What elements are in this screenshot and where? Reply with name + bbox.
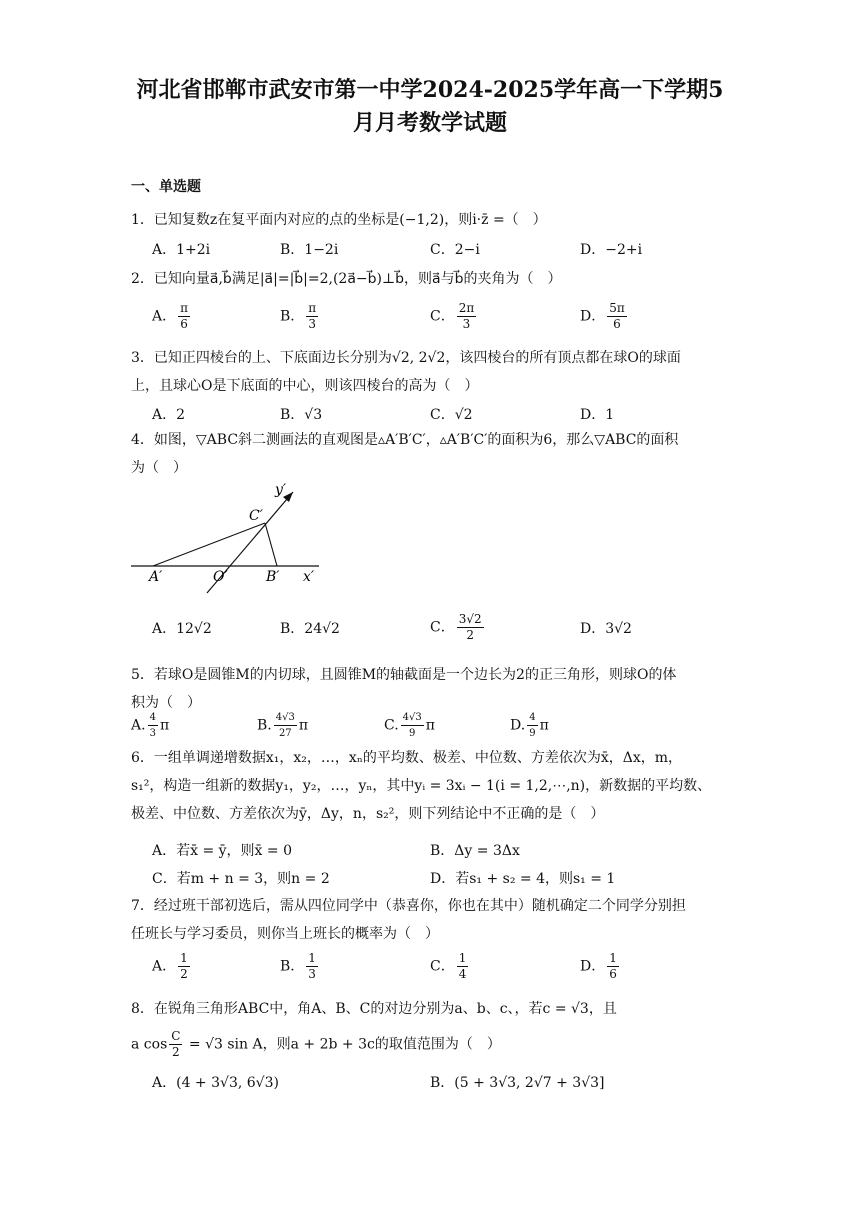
option-d: D．1 — [580, 407, 615, 423]
label-x: x′ — [303, 569, 315, 585]
option-b: B．24√2 — [280, 621, 340, 637]
label-a: A′ — [149, 569, 163, 585]
option-b: B．1−2i — [280, 242, 339, 258]
section-heading: 一、单选题 — [131, 179, 201, 195]
question-3-line-1: 3．已知正四棱台的上、下底面边长分别为√2, 2√2，该四棱台的所有顶点都在球O的球面 — [131, 350, 681, 366]
label-c: C′ — [249, 508, 263, 524]
option-a: A．2 — [152, 407, 186, 423]
title-line-2: 月月考数学试题 — [352, 110, 507, 136]
option-a: A．1+2i — [152, 242, 211, 258]
question-7-line-2: 任班长与学习委员，则你当上班长的概率为（ ） — [131, 926, 439, 942]
option-d: D. $\frac{4}{9}$ π — [510, 712, 549, 739]
oblique-projection-figure — [125, 478, 330, 600]
question-6-line-2: s₁²，构造一组新的数据y₁，y₂，…，yₙ，其中yᵢ = 3xᵢ − 1(i = 1,2,⋯,n)，新数据的平均数、 — [131, 778, 712, 794]
question-4-line-1: 4．如图，▽ABC斜二测画法的直观图是▵A′B′C′，▵A′B′C′的面积为6，那么▽ABC的面积 — [131, 432, 679, 448]
option-c: C. $\frac{4√3}{9}$ π — [384, 712, 435, 739]
side-c-b — [265, 523, 277, 566]
question-7-line-1: 7．经过班干部初选后，需从四位同学中（恭喜你，你也在其中）随机确定二个同学分别担 — [131, 898, 686, 914]
option-a: A． $\frac{1}{2}$ — [152, 951, 188, 981]
option-b: B． $\frac{1}{3}$ — [280, 951, 316, 981]
option-b: B．√3 — [280, 407, 323, 423]
option-a: A．若x̄ = ȳ，则x̄ = 0 — [152, 843, 292, 859]
question-7 — [131, 892, 741, 948]
option-d: D．若s₁ + s₂ = 4，则s₁ = 1 — [430, 871, 616, 887]
option-b: B．(5 + 3√3, 2√7 + 3√3] — [430, 1075, 605, 1091]
option-a: A． $\frac{\pi}{6}$ — [152, 301, 189, 331]
question-8-line-2: a cos $\frac{C}{2}$ = √3 sin A，则a + 2b + 3c的取值范围为（ ） — [131, 1029, 501, 1059]
question-6-line-1: 6．一组单调递增数据x₁，x₂，…，xₙ的平均数、极差、中位数、方差依次为x̄，Δx，m， — [131, 750, 683, 766]
option-b: B． $\frac{\pi}{3}$ — [280, 301, 317, 331]
question-3 — [131, 344, 741, 400]
label-b: B′ — [266, 569, 280, 585]
option-c: C．若m + n = 3，则n = 2 — [152, 871, 330, 887]
question-5-line-1: 5．若球O是圆锥M的内切球，且圆锥M的轴截面是一个边长为2的正三角形，则球O的体 — [131, 667, 677, 683]
option-a: A．12√2 — [152, 621, 212, 637]
question-4-line-2: 为（ ） — [131, 460, 187, 476]
question-2: 2．已知向量a⃗,b⃗满足|a⃗|=|b⃗|=2,(2a⃗−b⃗)⊥b⃗，则a⃗与b⃗的夹角为（ ） — [131, 271, 562, 287]
option-c: C． $\frac{2\pi}{3}$ — [430, 301, 475, 331]
label-y: y′ — [275, 482, 287, 498]
question-4 — [131, 426, 741, 482]
page-title — [100, 74, 760, 140]
option-b: B. $\frac{4√3}{27}$ π — [257, 712, 309, 739]
option-c: C． $\frac{1}{4}$ — [430, 951, 467, 981]
option-c: C． $\frac{3√2}{2}$ — [430, 612, 482, 642]
option-d: D．−2+i — [580, 242, 643, 258]
title-line-1: 河北省邯郸市武安市第一中学2024-2025学年高一下学期5 — [136, 77, 724, 103]
question-5 — [131, 661, 741, 717]
option-b: B．Δy = 3Δx — [430, 843, 520, 859]
option-d: D． $\frac{5\pi}{6}$ — [580, 301, 625, 331]
question-6-line-3: 极差、中位数、方差依次为ȳ，Δy，n，s₂²，则下列结论中不正确的是（ ） — [131, 806, 605, 822]
question-8-line-1: 8．在锐角三角形ABC中，角A、B、C的对边分别为a、b、c、，若c = √3，且 — [131, 1001, 617, 1017]
label-o: O′ — [213, 569, 228, 585]
question-1: 1．已知复数z在复平面内对应的点的坐标是(−1,2)，则i·z̄ =（ ） — [131, 212, 547, 228]
option-c: C．2−i — [430, 242, 480, 258]
option-c: C．√2 — [430, 407, 473, 423]
option-a: A. $\frac{4}{3}$ π — [131, 712, 170, 739]
question-3-line-2: 上，且球心O是下底面的中心，则该四棱台的高为（ ） — [131, 378, 479, 394]
question-5-line-2: 积为（ ） — [131, 695, 201, 711]
question-6 — [131, 744, 746, 828]
option-d: D． $\frac{1}{6}$ — [580, 951, 617, 981]
question-8 — [131, 995, 741, 1060]
option-d: D．3√2 — [580, 621, 632, 637]
option-a: A．(4 + 3√3, 6√3) — [152, 1075, 279, 1091]
